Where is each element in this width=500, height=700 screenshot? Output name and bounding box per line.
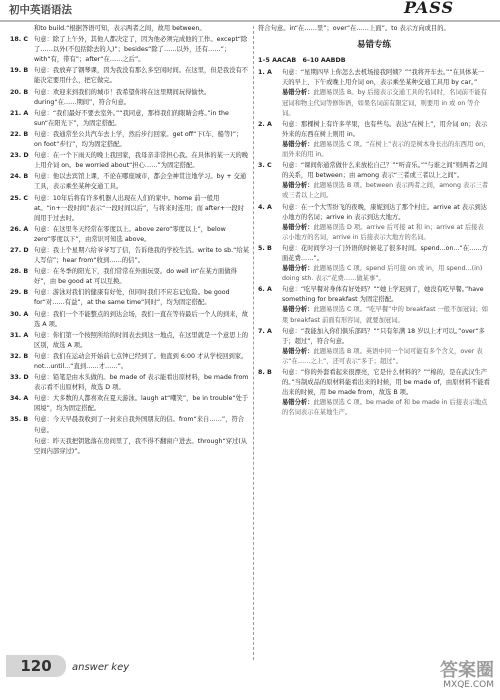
answer-number: 33. D	[10, 374, 29, 382]
answer-item	[10, 172, 250, 192]
answer-text: 句意：“吃早餐对身体有好处吗？”“她上学迟到了，她没有吃早餐。”have something for breakfast 为固定搭配。	[282, 286, 484, 304]
answer-text: 句意：花时间学习一门外语的时候花了很多时间。spend...on...“在……方面花费……”。	[282, 244, 488, 262]
error-analysis-text: 此题易误选 C 项。“吃早餐”中的 breakfast 一般不加冠词；如果 breakfast 前面有形容词，就要加冠词。	[282, 306, 489, 324]
answer-item	[258, 244, 490, 284]
answer-text: 句意：你们第一个按照所给的时间表去到这一地点，在这里就是一个意思上的区别，故选 A 项。	[34, 331, 249, 349]
answer-item	[258, 203, 490, 243]
answer-number: 7. A	[258, 327, 272, 335]
answer-text: 句意：在一个下雨天的晚上我回家，我母亲非常担心我。在具体的某一天的晚上用介词 on。be worried about“担心……”为固定搭配。	[34, 152, 249, 170]
answer-text: 句意：在这里冬天经常在零度以上。above zero“零度以上”，below zero“零度以下”，由常识可知选 above。	[34, 225, 226, 243]
answer-number: 21. A	[10, 109, 29, 117]
answer-text: 句意：我们一个不能整点的到达会场，我们一直在等待最后一个人的到来，故选 A 项。	[34, 310, 249, 328]
error-analysis-label: 易错分析：	[282, 182, 314, 190]
answer-item	[10, 331, 250, 351]
answer-item	[10, 194, 250, 224]
error-analysis-text: 此题易误选 C 项。be made of 和 be made in 后接表示地点的名词表示在某地生产。	[282, 399, 488, 417]
answer-text: 句意：“我能加入你们俱乐部吗？”“只有年满 18 岁以上才可以。”over“多于；超过”，符合句意。	[282, 327, 485, 345]
answer-text: 句意：欢迎来到我们的城市！我希望你将在这里期间玩得愉快。during“在……期间”，符合句意。	[34, 88, 211, 106]
answer-number: 18. C	[10, 36, 28, 44]
answer-number: 2. A	[258, 120, 272, 128]
answer-text: 句意：“星期四早上你怎么去机场接我阿姨？”“我将开车去。”“在具体某一天的早上、下午或晚上用介词 on，表示乘坐某种交通工具用 by car。”	[282, 69, 485, 87]
pass-logo: PASS	[403, 0, 454, 17]
answer-number: 3. C	[258, 162, 272, 170]
answer-item	[10, 24, 250, 34]
answer-number: 4. A	[258, 203, 272, 211]
answer-number: 29. B	[10, 289, 29, 297]
answer-number: 30. A	[10, 310, 29, 318]
answer-text: 句意：大多数的人都喜欢在夏天游泳。laugh at“嘲笑”，be in trouble“处于困境”，均为固定搭配。	[34, 395, 249, 413]
answer-item	[10, 415, 250, 435]
page-number: 120	[6, 655, 66, 677]
answer-text: 句意：“课间你通常做什么来放松自己？”“听音乐。”“与谁之间”则两者之间的关系，用 between；由 among 表示“三者或三者以上之间”。	[282, 162, 488, 180]
answer-line: 1–5 AACAB 6–10 AABDB	[258, 57, 346, 65]
error-analysis	[282, 305, 490, 325]
answer-item	[10, 109, 250, 129]
answer-text: 句意：我们在运动会开始前七点钟已经到了。他直到 6:00 才从学校回到家。not...until...“直到……才……”。	[34, 352, 248, 370]
answer-item	[10, 394, 250, 414]
continued-text: 符合句意。in“在……里”；over“在……上面”。to 表示方向或目的。	[258, 25, 450, 32]
error-analysis-label: 易错分析：	[282, 399, 314, 407]
answer-number: 26. A	[10, 225, 29, 233]
answer-text: 和to build.“根据答语可知，表示两者之间，故用 between。	[34, 25, 206, 32]
answer-item	[10, 373, 250, 393]
answer-item	[10, 352, 250, 372]
answer-number: 19. B	[10, 67, 29, 75]
answer-number: 8. B	[258, 369, 272, 376]
error-analysis	[282, 88, 490, 118]
answer-number: 23. D	[10, 152, 29, 160]
answer-text: 句意：10年后将有许多机器人出现在人们的家中。home 前一般用 at。“in+一段时间”表示“一段时间以后”，与将来时连用；而 after+一段时间用于过去时。	[34, 194, 244, 222]
answer-item	[10, 88, 250, 108]
watermark	[440, 662, 494, 690]
book-title: 初中英语语法	[9, 4, 72, 16]
answer-number: 6. A	[258, 286, 272, 294]
error-analysis	[282, 398, 490, 418]
answer-item	[10, 288, 250, 308]
answer-number: 32. B	[10, 352, 29, 360]
answer-text: 句意：游泳对我们的健康有好处，但同时我们不应忘记危险。be good for“对……有益”，at the same time“同时”，均为固定搭配。	[34, 289, 230, 307]
error-analysis-text: 此题易误选 C 项。“在树上”表示的是树本身长出的东西用 on，而外来的用 in。	[282, 140, 490, 159]
answer-text: 句意：我上个星期六给爷爷写了信，告诉他我的学校生活。write to sb.“给某人写信”；hear from“收到……的信”。	[34, 246, 250, 265]
right-column	[258, 24, 490, 679]
answer-number: 34. A	[10, 395, 29, 403]
left-column	[10, 24, 250, 634]
error-analysis	[282, 223, 490, 243]
answer-text: 句意：我放弃了钢琴课，因为我没有那么多空闲时间。在这里，但是我没有不能决定要用什么，把它做完。	[34, 67, 249, 85]
answer-key-label: answer key	[72, 662, 130, 673]
error-analysis	[282, 347, 490, 367]
answer-item	[258, 368, 490, 418]
answer-text: 句意：“我们最好不要去室外。”“我同意，那样我们的眼睛会疼。”in the sun“在阳光下”，为固定搭配。	[34, 109, 229, 127]
answer-item	[10, 246, 250, 266]
answer-item	[258, 68, 490, 118]
error-analysis-label: 易错分析：	[282, 306, 314, 314]
answer-item	[10, 151, 250, 171]
answer-number: 28. B	[10, 268, 29, 276]
answer-item	[10, 267, 250, 287]
answer-item	[10, 66, 250, 86]
error-analysis-text: 此题易误选 B 项。英语中同一个词可能有多个含义，over 表示“在……之上”，还可表示“多于；超过”。	[282, 347, 483, 365]
answer-text: 句意：昨天我把钥匙落在房间里了，我不得不翻窗户进去。through“穿过(从空间内部穿过)”。	[34, 437, 248, 455]
answer-item	[258, 285, 490, 325]
watermark-url: MXQE.COM	[443, 680, 494, 690]
answer-item	[258, 161, 490, 201]
answer-text: 句意：在一个大雪纷飞的夜晚，康妮到达了那个村庄。arrive at 表示到达小地方的名词；arrive in 表示到达大地方。	[282, 203, 487, 221]
answer-text: 句意：除了上午外，其他人都决定了，因为他必须完成他的工作。except“除了……以外(不包括除去的人)”；besides“除了……以外，还有……”；with“有，带有”；after“在……之后”。	[34, 36, 248, 64]
answer-number: 31. A	[10, 331, 29, 339]
answer-text: 句意：我通常坐公共汽车去上学，然后步行回家。get off“下(车、船等)”；on foot“步行”，均为固定搭配。	[34, 130, 243, 149]
error-analysis	[282, 181, 490, 201]
answer-number: 24. B	[10, 173, 29, 181]
error-analysis	[282, 264, 490, 284]
answer-number: 27. D	[10, 246, 29, 254]
answer-number: 20. B	[10, 88, 29, 96]
answer-item	[10, 35, 250, 65]
answer-number: 22. B	[10, 130, 29, 138]
answer-text: 句意：那棵树上有许多苹果，也有些鸟。表达“在树上”，用介词 on；表示外来的东西在树上则用 in。	[282, 120, 488, 138]
error-analysis-label: 易错分析：	[282, 265, 314, 273]
answer-item	[10, 130, 250, 150]
error-analysis-text: 此题易误选 B。by 后接表示交通工具的名词时，名词前不能有冠词和物主代词等修饰语，如果名词前有限定词，则要用 in 或 on 等介词。	[282, 89, 487, 117]
error-analysis-text: 此题易误选 D 项。arrive 后可接 at 和 in；arrive at 后接表示小地方的名词，arrive in 后接表示大地方的名词。	[282, 223, 484, 241]
answer-text: 句意：铅笔是由木头做的。be made of 表示能看出原材料，be made from 表示看不出原材料，故选 D 项。	[34, 374, 249, 392]
error-analysis-label: 易错分析：	[282, 89, 314, 97]
answer-item	[258, 120, 490, 160]
watermark-logo: 答案圈	[440, 660, 494, 681]
section-title: 易错专练	[356, 40, 391, 51]
answer-number: 1. A	[258, 69, 272, 77]
answer-text: 句意：他以去宾馆上课，不论在哪座城市，都会全神贯注地学习。by + 交通工具，表示乘坐某种交通工具。	[34, 173, 247, 191]
page-header	[0, 0, 500, 22]
error-analysis-label: 易错分析：	[282, 347, 314, 355]
error-analysis-text: 此题易误选 B 项。between 表示两者之间，among 表示三者或三者以上之间。	[282, 182, 489, 200]
error-analysis-text: 此题易误选 C 项。spend 后可接 on 或 in，用 spend...(in) doing sth. 表示“花费……做某事”。	[282, 265, 483, 283]
error-analysis	[282, 140, 490, 160]
right-items	[258, 68, 490, 418]
answer-text: 句意：今天早晨我收到了一封来自我外国朋友的信。from“来自……”，符合句意。	[34, 416, 245, 434]
column-divider	[253, 26, 254, 660]
answer-item	[258, 327, 490, 367]
error-analysis-label: 易错分析：	[282, 223, 314, 231]
answer-number: 5. B	[258, 244, 272, 252]
answer-item	[10, 310, 250, 330]
answer-item	[10, 437, 250, 457]
answer-number: 25. C	[10, 194, 28, 202]
answer-text: 句意：在冬季的阳光下，我们常常在外面玩耍。do well in“在某方面做得好”，由 be good at 可以互换。	[34, 268, 237, 286]
answer-item	[10, 225, 250, 245]
error-analysis-label: 易错分析：	[282, 140, 314, 148]
answer-text: 句意：“你的外套看起来很漂亮，它是什么材料的？”“棉的，是在武汉生产的。”当制成品的原材料能看出来的时候，用 be made of，由原材料不能看出来的时候，用 be made from，故选 B 项。	[282, 369, 490, 397]
answer-number: 35. B	[10, 416, 29, 424]
